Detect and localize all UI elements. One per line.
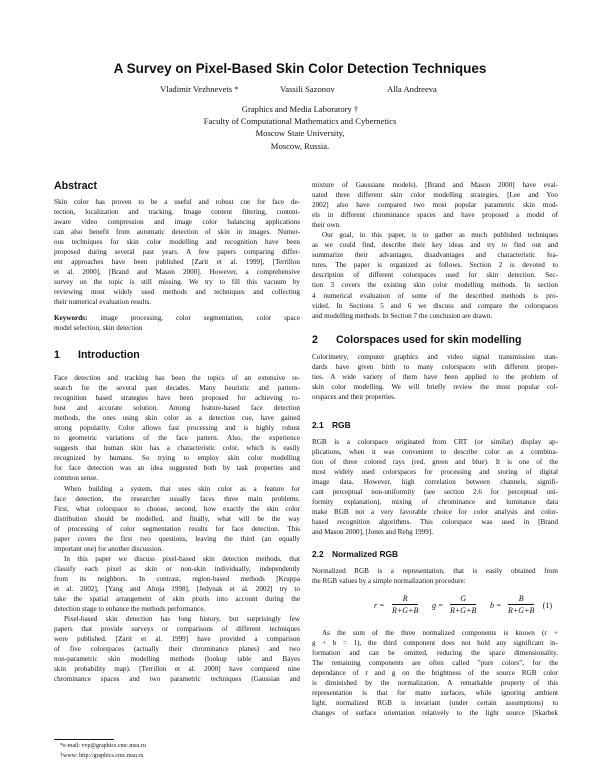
keywords-label: Keywords: — [54, 314, 88, 322]
text-line: as we could find, describe their key ideas and try to find out and — [312, 241, 558, 250]
eq-r-fraction — [392, 594, 418, 615]
eq-r-lhs: r = — [374, 601, 385, 610]
section-2-2-body — [312, 566, 558, 586]
intro-continued — [312, 180, 558, 321]
text-line: common sense. — [54, 474, 99, 483]
text-line: 2002] also have compared two most popular parametric skin mod- — [312, 201, 558, 210]
affiliation-line: Moscow, Russia. — [270, 140, 330, 151]
introduction-body — [54, 373, 300, 684]
text-line: ties. A wide variety of them have been applied to the problem of — [312, 373, 558, 382]
text-line: were published. [Zarit et al. 1999] have provided a comparison — [54, 635, 300, 644]
text-line: reviewing most widely used methods and techniques and collecting — [54, 288, 300, 297]
text-line: 4 numerical evaluation of some of the described methods is pro- — [312, 291, 558, 300]
text-line: chrominance spaces and two parametric techniques (Gaussian and — [54, 675, 300, 684]
text-line: Skin color has proven to be a useful and robust cue for face de- — [54, 198, 300, 206]
text-line: skin probability map). [Terrillon et al. 2000] have compared nine — [54, 665, 300, 674]
section-2-1-body — [312, 437, 558, 537]
affiliation-line: Faculty of Computational Mathematics and Cybernetics — [203, 116, 397, 127]
text-line: most widely used colorspaces for processing and storing of digital — [312, 468, 558, 477]
text-line: survey on the topic is still missing. We try to fill this vacuum by — [54, 278, 300, 287]
section-number: 2.1 — [312, 420, 324, 430]
affiliation-line: Moscow State University, — [255, 128, 345, 139]
footnote-email: *e-mail: vvp@graphics.cmc.msu.ru — [60, 743, 146, 749]
text-line: Normalized RGB is a representation, that is easily obtained from — [312, 567, 558, 575]
keywords-line — [54, 313, 300, 323]
text-line: plications, when it was convenient to describe color as a combina- — [312, 448, 558, 457]
text-line: formation and can be omitted, reducing the space dimensionality. — [312, 649, 558, 658]
text-line: ent approaches have been published [Zarit et al. 1999], [Terrillon — [54, 258, 300, 267]
text-line: of processing of color segmentation results for face detection. This — [54, 524, 300, 533]
section-2-2-heading — [312, 549, 398, 559]
text-line: is diminished by the normalization. A remarkable property of this — [312, 679, 558, 688]
section-2-2-body-continued — [312, 628, 558, 718]
eq-numerator: G — [450, 594, 476, 605]
text-line: paper covers the first two questions, leaving the third (an equally — [54, 534, 300, 543]
section-number: 1 — [54, 349, 60, 361]
text-line: their numerical evaluation results. — [54, 298, 152, 307]
section-2-1-heading — [312, 420, 351, 430]
text-line: recognized by humans. So trying to employ skin color modelling — [54, 454, 300, 463]
text-line: ous techniques for skin color modelling and recognition have been — [54, 238, 300, 247]
text-line: Pixel-based skin detection has long history, but surprisingly few — [64, 615, 300, 624]
text-line: and modelling methods. In Section 7 the conclusion are drawn. — [312, 311, 493, 320]
text-line: g + b = 1), the third component does not hold any significant in- — [312, 639, 558, 648]
text-line: distribution should be modelled, and finally, what will be the way — [54, 514, 300, 523]
eq-b-lhs: b = — [490, 601, 502, 610]
text-line: classify each pixel as skin or non-skin individually, independently — [54, 564, 300, 573]
eq-denominator: R+G+B — [450, 606, 477, 615]
text-line: proposed during several past years. A few papers comparing differ- — [54, 248, 300, 257]
text-line: representation is that for matte surfaces, while ignoring ambient — [312, 689, 558, 698]
text-line: based recognition algorithms. This colorspace was used in [Brand — [312, 518, 558, 527]
section-2-body — [312, 352, 558, 402]
text-line: formity explanation), mixing of chrominance and luminance data — [312, 498, 558, 507]
eq-b-fraction — [508, 594, 534, 615]
section-title: Normalized RGB — [332, 549, 399, 559]
text-line: The remaining components are often called "pure colors", for the — [312, 659, 558, 668]
affiliation-line: Graphics and Media Laboratory † — [241, 104, 359, 114]
author-2: Vassili Sazonov — [280, 84, 335, 94]
text-line: the RGB values by a simple normalization procedure: — [312, 577, 466, 586]
author-3: Alla Andreeva — [387, 84, 437, 94]
text-line: and Mason 2000], [Jones and Rehg 1999]. — [312, 528, 433, 537]
text-line: detection stage to enhance the methods performance. — [54, 605, 206, 614]
text-line: et al. 2000], [Brand and Mason 2000]. However, a comprehensive — [54, 268, 300, 277]
equation-1 — [312, 594, 558, 620]
keywords — [54, 313, 300, 333]
text-line: for face detection was an idea suggested both by task properties and — [54, 464, 300, 473]
text-line: As the sum of the three normalized components is known (r + — [322, 629, 558, 637]
section-title: Colorspaces used for skin modelling — [336, 334, 522, 346]
equation-number: (1) — [542, 601, 552, 610]
section-title: Introduction — [78, 349, 140, 361]
eq-numerator: R — [392, 594, 418, 605]
text-line: In this paper we discuss pixel-based skin detection methods, that — [64, 554, 300, 563]
text-line: tion 3 covers the existing skin color modelling methods. In section — [312, 281, 558, 290]
text-line: papers that provide surveys or comparisons of different techniques — [54, 625, 300, 634]
text-line: els in different chrominance spaces and have proposed a model of — [312, 211, 558, 220]
text-line: Colorimetry, computer graphics and video signal transmission stan- — [312, 353, 558, 361]
text-line: dependance of r and g on the brightness of the source RGB color — [312, 669, 558, 678]
footnote-www: †www: http://graphics.cmc.msu.ru — [60, 753, 144, 759]
text-line: RGB is a colorspace originated from CRT (or similar) display ap- — [312, 438, 558, 446]
text-line: methods, the ones using skin color as a detection cue, have gained — [54, 414, 300, 423]
text-line: First, what colorspace to choose, second, how exactly the skin color — [54, 504, 300, 513]
text-line: recognition based strategies have been proposed for achieving ro- — [54, 394, 300, 403]
text-line: suggests that human skin has a characteristic color, which is easily — [54, 444, 300, 453]
author-1: Vladimir Vezhnevets * — [160, 84, 239, 94]
text-line: non-parametric skin modelling methods (lookup table and Bayes — [54, 655, 300, 664]
abstract-heading: Abstract — [54, 180, 97, 192]
section-1-heading — [54, 349, 140, 361]
text-line: cant perceptual non-uniformity (see section 2.6 for perceptual uni- — [312, 488, 558, 497]
text-line: light, normalized RGB is invariant (under certain assumptions) to — [312, 699, 558, 708]
text-line: bust and accurate solution. Among feature-based face detection — [54, 404, 300, 413]
text-line: strong popularity. Color allows fast processing and is highly robust — [54, 424, 300, 433]
text-line: mixture of Gaussians models). [Brand and Mason 2000] have eval- — [312, 181, 558, 189]
text-line: tection, localization and tracking. Image content filtering, content- — [54, 208, 300, 217]
eq-denominator: R+G+B — [392, 606, 419, 615]
text-line: dards have given birth to many colorspaces with different proper- — [312, 363, 558, 372]
text-line: orspaces and their properties. — [312, 393, 396, 402]
text-line: tion of three colored rays (red, green and blue). It is one of the — [312, 458, 558, 467]
text-line: description of different colorspaces used for skin detection. Sec- — [312, 271, 558, 280]
keywords-line: model selection, skin detection — [54, 324, 143, 333]
eq-denominator: R+G+B — [508, 606, 535, 615]
affiliation — [0, 103, 600, 152]
text-line: face detection, the researcher usually faces three main problems. — [54, 494, 300, 503]
text-line: tures. The paper is organized as follows. Section 2 is devoted to — [312, 261, 558, 270]
text-line: take the spatial arrangement of skin pixels into account during the — [54, 595, 300, 604]
eq-g-fraction — [450, 594, 476, 615]
abstract-body — [54, 197, 300, 308]
text-line: When building a system, that uses skin color as a feature for — [64, 484, 300, 493]
paper-title: A Survey on Pixel-Based Skin Color Detection Techniques — [113, 61, 487, 76]
text-line: important one) for another discussion. — [54, 544, 163, 553]
text-line: et al. 2002], [Yang and Ahuja 1998], [Jedynak et al. 2002] try to — [54, 584, 300, 593]
text-line: search for the several past decades. Many heuristic and pattern- — [54, 384, 300, 393]
keywords-text: image processing, color segmentation, color space — [100, 314, 300, 322]
text-line: vided. In Sections 5 and 6 we discuss and compare the colorspaces — [312, 301, 558, 310]
text-line: from its neighbors. In contrast, region-based methods [Kruppa — [54, 574, 300, 583]
text-line: Face detection and tracking has been the topics of an extensive re- — [54, 374, 300, 382]
text-line: their own. — [312, 221, 341, 230]
text-line: summarize their advantages, disadvantages and characteristic fea- — [312, 251, 558, 260]
text-line: can also benefit from automatic detection of skin in images. Numer- — [54, 228, 300, 237]
text-line: to geometric variations of the face pattern. Also, the experience — [54, 434, 300, 443]
text-line: Our goal, in this paper, is to gather as much published techniques — [322, 231, 558, 240]
text-line: make RGB not a very favorable choice for color analysis and color- — [312, 508, 558, 517]
section-number: 2.2 — [312, 549, 324, 559]
text-line: of five colorspaces (actually their chrominance planes) and two — [54, 645, 300, 654]
text-line: uated three different skin color modelling strategies. [Lee and Yoo — [312, 191, 558, 200]
text-line: aware video compression and image color balancing applications — [54, 218, 300, 227]
eq-g-lhs: g = — [432, 601, 444, 610]
text-line: changes of surface orientation relatively to the light source [Skarbek — [312, 709, 558, 718]
eq-numerator: B — [508, 594, 534, 605]
section-title: RGB — [332, 420, 351, 430]
text-line: image data. However, high correlation between channels, signifi- — [312, 478, 558, 487]
footnote-rule — [54, 739, 114, 740]
section-2-heading — [312, 334, 521, 346]
section-number: 2 — [312, 334, 318, 346]
text-line: skin color modelling. We will briefly review the most popular col- — [312, 383, 558, 392]
